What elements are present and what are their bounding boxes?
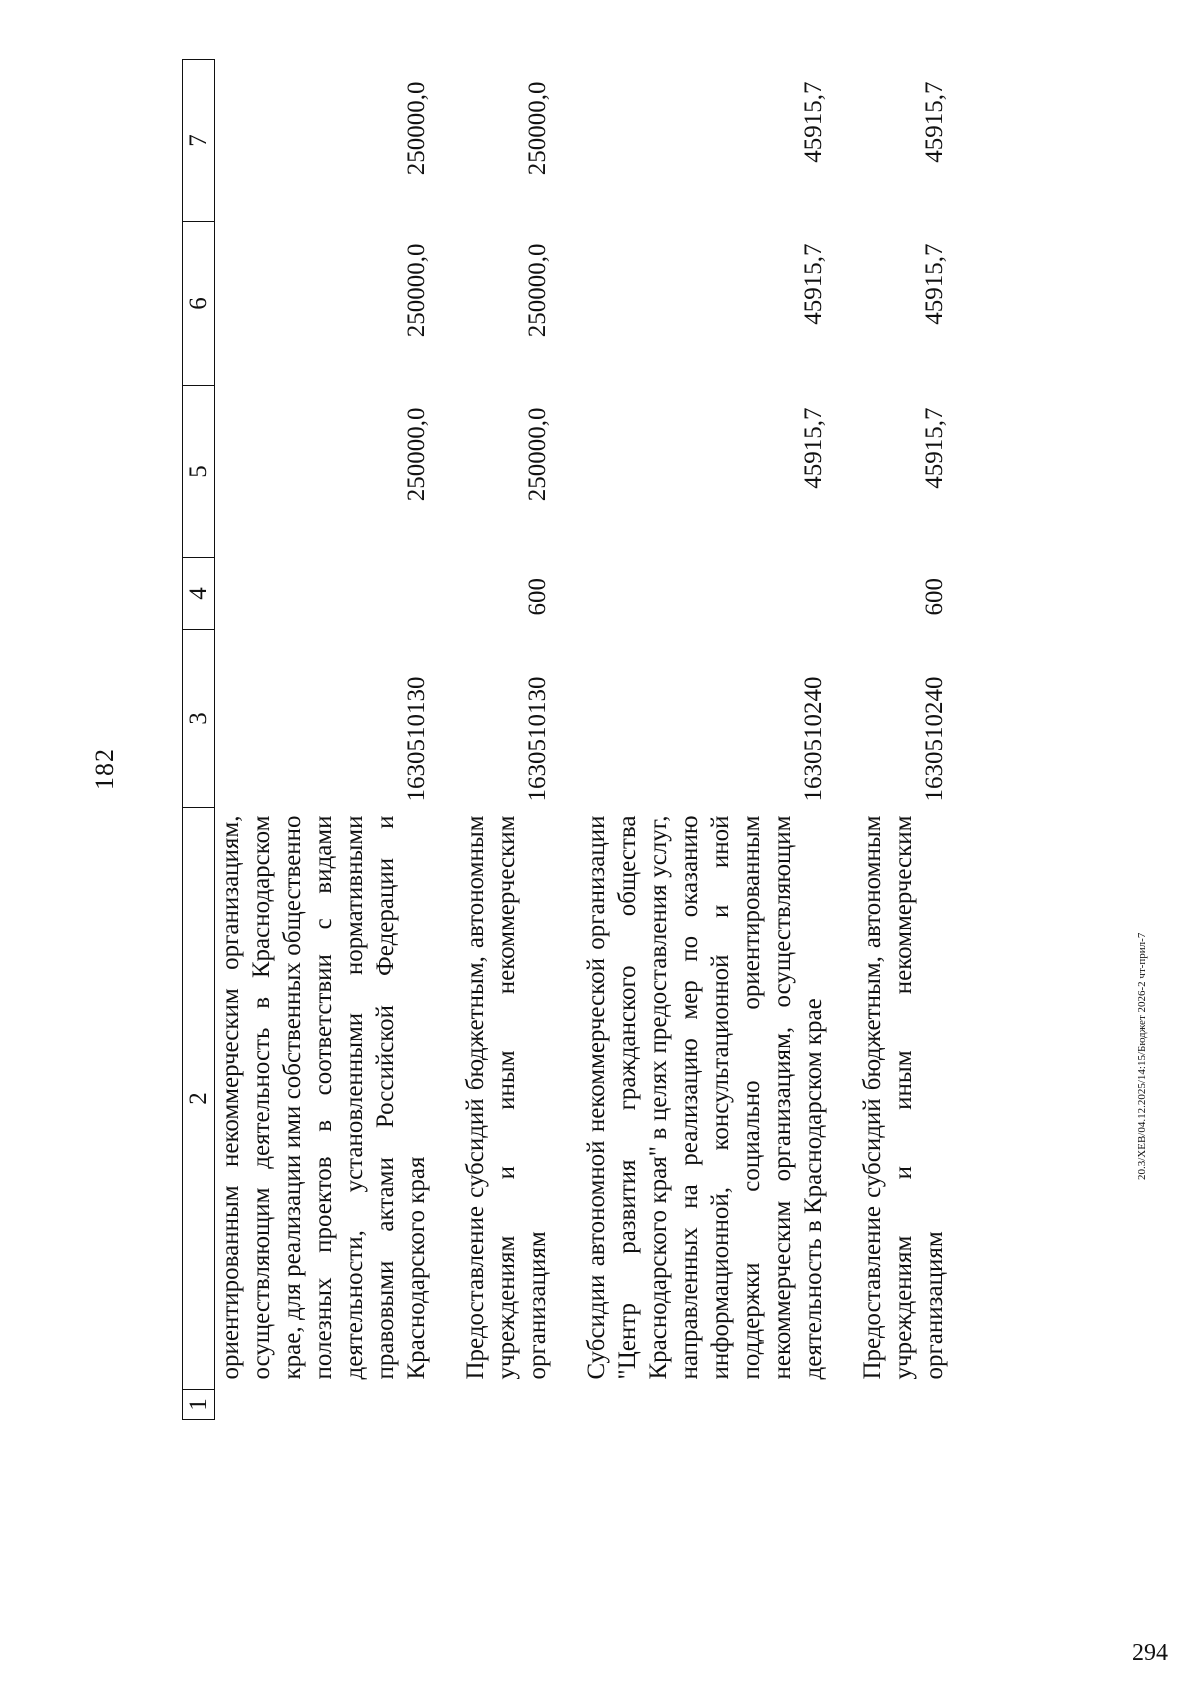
row-type: 600 <box>524 578 551 616</box>
row-value-5: 250000,0 <box>524 407 551 502</box>
row-value-7: 250000,0 <box>524 81 551 176</box>
row-value-6: 45915,7 <box>800 243 827 325</box>
row-type: 600 <box>921 578 948 616</box>
table-row <box>581 60 829 1420</box>
row-code: 1630510130 <box>403 676 430 802</box>
column-header: 4 <box>183 558 215 630</box>
row-type <box>215 558 433 630</box>
column-header: 1 <box>183 1390 215 1420</box>
column-header: 7 <box>183 60 215 222</box>
row-description: Предоставление субсидий бюджетным, автономным учреждениям и иным некоммерческим организациям <box>462 815 551 1380</box>
row-value-5: 45915,7 <box>921 407 948 489</box>
row-code: 1630510240 <box>800 676 827 802</box>
row-value-7: 45915,7 <box>921 81 948 163</box>
row-description: ориентированным некоммерческим организациям, осуществляющим деятельность в Краснодарском крае, для реализации ими собственных общественно полезных проектов в соответствии с видами деятельности, установленными нормативными правовыми актами Российской Федерации и Краснодарского края <box>217 815 430 1380</box>
row-value-5: 250000,0 <box>403 407 430 502</box>
row-value-6: 250000,0 <box>524 243 551 338</box>
row-code: 1630510240 <box>921 676 948 802</box>
row-type <box>581 558 829 630</box>
row-value-6: 45915,7 <box>921 243 948 325</box>
page-number-bottom: 294 <box>1132 1640 1168 1666</box>
row-value-6: 250000,0 <box>403 243 430 338</box>
budget-table <box>182 59 950 1420</box>
column-header: 6 <box>183 222 215 386</box>
row-value-7: 45915,7 <box>800 81 827 163</box>
document-footer-code: 20.3/ХЕВ/04.12.2025/14:15/Бюджет 2026-2 чт-прил-7 <box>1136 932 1148 1180</box>
table-row <box>460 60 553 1420</box>
budget-table-rotated <box>182 60 1032 1420</box>
row-description: Субсидии автономной некоммерческой организации "Центр развития гражданского общества Краснодарского края" в целях предоставления услуг, направленных на реализацию мер по оказанию информационной, консультационной и иной поддержки социально ориентированным некоммерческим организациям, осуществляющим деятельность в Краснодарском крае <box>583 815 827 1380</box>
table-header-row <box>183 60 215 1420</box>
page-number-top: 182 <box>90 748 119 790</box>
column-header: 5 <box>183 386 215 558</box>
row-code: 1630510130 <box>524 676 551 802</box>
column-header: 3 <box>183 630 215 808</box>
row-value-5: 45915,7 <box>800 407 827 489</box>
table-row <box>857 60 950 1420</box>
column-header: 2 <box>183 808 215 1390</box>
table-row <box>215 60 433 1420</box>
row-value-7: 250000,0 <box>403 81 430 176</box>
row-description: Предоставление субсидий бюджетным, автономным учреждениям и иным некоммерческим организациям <box>859 815 948 1380</box>
